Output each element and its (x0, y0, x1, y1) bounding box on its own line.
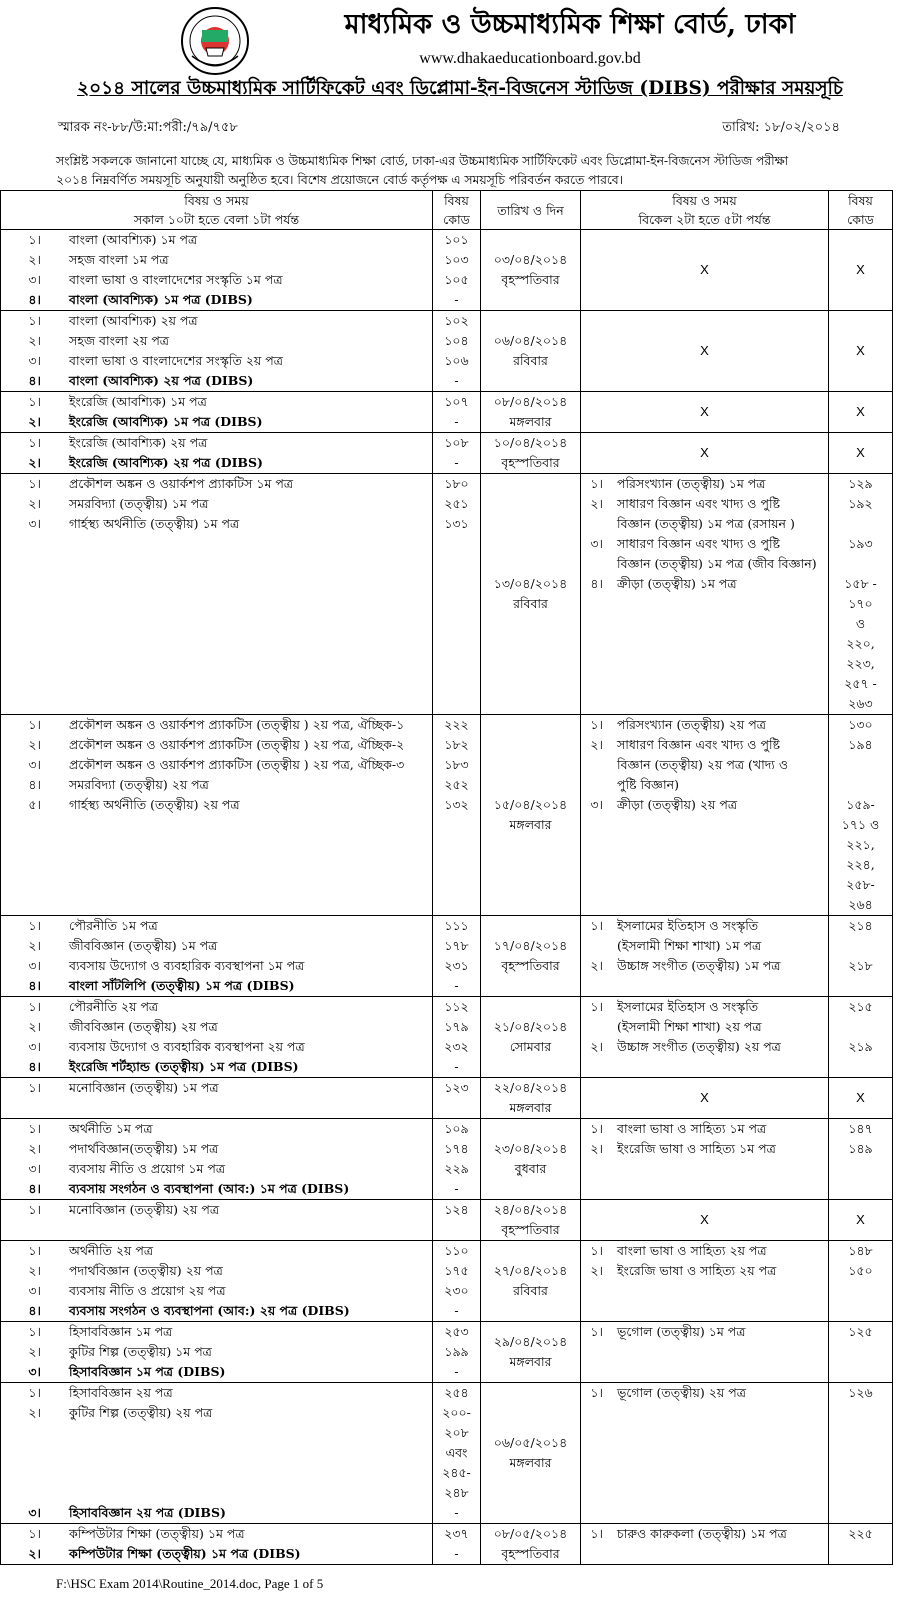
subject-line: ১। বাংলা ভাষা ও সাহিত্য ১ম পত্র (590, 1121, 767, 1136)
subject-code: ২২০, (846, 636, 875, 651)
subject-code: ২০৮ (444, 1425, 469, 1440)
subject-code: - (454, 1181, 459, 1196)
subject-code: ১৫০ (848, 1263, 873, 1278)
subject-line: ৪। ব্যবসায় সংগঠন ও ব্যবস্থাপনা (আব:) ২য় পত্র (DIBS) (28, 1303, 350, 1318)
subject-line: ৩। বাংলা ভাষা ও বাংলাদেশের সংস্কৃতি ১ম পত্র (28, 272, 283, 287)
exam-date: ০৮/০৪/২০১৪ মঙ্গলবার (481, 392, 581, 433)
afternoon-subjects: X (581, 230, 829, 311)
subject-code: ১৮২ (444, 737, 469, 752)
subject-line: ৩। ব্যবসায় উদ্যোগ ও ব্যবহারিক ব্যবস্থাপনা ২য় পত্র (28, 1039, 305, 1054)
subject-line: ২। উচ্চাঙ্গ সংগীত (তত্ত্বীয়) ১ম পত্র (590, 958, 781, 973)
subject-code: ১৮৩ (444, 757, 469, 772)
subject-line: ১। ভূগোল (তত্ত্বীয়) ২য় পত্র (590, 1385, 746, 1400)
subject-line: ১। চারুও কারুকলা (তত্ত্বীয়) ১ম পত্র (590, 1526, 787, 1541)
morning-codes (433, 392, 481, 433)
subject-code: ১৯৩ (848, 536, 873, 551)
issue-date: তারিখ: ১৮/০২/২০১৪ (722, 120, 840, 135)
afternoon-codes: X (829, 1078, 893, 1119)
subject-code: ১৭৪ (444, 1141, 469, 1156)
table-row (1, 311, 893, 392)
subject-code: ১৪৯ (848, 1141, 873, 1156)
exam-date: ০৮/০৫/২০১৪ বৃহস্পতিবার (481, 1524, 581, 1565)
subject-code: ২১৮ (848, 958, 873, 973)
afternoon-codes (829, 715, 893, 916)
subject-code: ২৫৮- (846, 877, 875, 892)
subject-line: (ইসলামী শিক্ষা শাখা) ১ম পত্র (617, 938, 762, 953)
subject-line (1, 1443, 432, 1463)
subject-code: - (454, 414, 459, 429)
subject-code: ১৭৫ (444, 1263, 469, 1278)
subject-code: ১০৮ (444, 435, 469, 450)
morning-subjects (1, 474, 433, 715)
table-row (1, 1200, 893, 1241)
subject-code: ২৩১ (444, 958, 469, 973)
exam-date: ২৭/০৪/২০১৪ রবিবার (481, 1241, 581, 1322)
afternoon-subjects (581, 1383, 829, 1524)
subject-code: ২৫৭ - (844, 676, 877, 691)
subject-line: ১। পৌরনীতি ১ম পত্র (28, 918, 158, 933)
subject-line: ৪। সমরবিদ্যা (তত্ত্বীয়) ২য় পত্র (28, 777, 209, 792)
subject-code: ২০০- (442, 1405, 471, 1420)
subject-line: ১। প্রকৌশল অঙ্কন ও ওয়ার্কশপ প্র্যাকটিস ১ম পত্র (28, 476, 294, 491)
subject-code: ২১৪ (848, 918, 873, 933)
subject-line: ১। ইসলামের ইতিহাস ও সংস্কৃতি (590, 918, 759, 933)
subject-code: ২৬৪ (848, 897, 873, 912)
subject-line: ৪। ব্যবসায় সংগঠন ও ব্যবস্থাপনা (আব:) ১ম পত্র (DIBS) (28, 1181, 350, 1196)
subject-code: - (454, 1303, 459, 1318)
morning-subjects (1, 433, 433, 474)
subject-line: ২। ইংরেজি ভাষা ও সাহিত্য ১ম পত্র (590, 1141, 776, 1156)
subject-code: ১০৫ (444, 272, 469, 287)
schedule-title: ২০১৪ সালের উচ্চমাধ্যমিক সার্টিফিকেট এবং ডিপ্লোমা-ইন-বিজনেস স্টাডিজ (DIBS) পরীক্ষার সময়সূচি (77, 78, 843, 99)
morning-codes (433, 1078, 481, 1119)
subject-code: ২৩২ (444, 1039, 469, 1054)
table-row (1, 1322, 893, 1383)
subject-line: ২। সহজ বাংলা ২য় পত্র (28, 333, 169, 348)
morning-codes (433, 1322, 481, 1383)
exam-date: ২৯/০৪/২০১৪ মঙ্গলবার (481, 1322, 581, 1383)
subject-line: ৩। প্রকৌশল অঙ্কন ও ওয়ার্কশপ প্র্যাকটিস (তত্ত্বীয় ) ২য় পত্র, ঐচ্ছিক-৩ (28, 757, 405, 772)
morning-codes (433, 715, 481, 916)
subject-code: ২৫৩ (444, 1324, 469, 1339)
table-row (1, 392, 893, 433)
subject-code: ২৩০ (444, 1283, 469, 1298)
subject-line: ১। ইংরেজি (আবশ্যিক) ২য় পত্র (28, 435, 208, 450)
exam-date: ১০/০৪/২০১৪ বৃহস্পতিবার (481, 433, 581, 474)
subject-line: বিজ্ঞান (তত্ত্বীয়) ১ম পত্র (রসায়ন ) (617, 516, 795, 531)
afternoon-subjects: X (581, 311, 829, 392)
subject-line: ৩। ক্রীড়া (তত্ত্বীয়) ২য় পত্র (590, 797, 737, 812)
subject-code: ১০৩ (444, 252, 469, 267)
subject-code: ১০১ (444, 232, 469, 247)
subject-line: ৪। বাংলা (আবশ্যিক) ১ম পত্র (DIBS) (28, 292, 253, 307)
subject-code: ১০৭ (444, 394, 469, 409)
afternoon-codes: X (829, 230, 893, 311)
subject-line: ১। কম্পিউটার শিক্ষা (তত্ত্বীয়) ১ম পত্র (28, 1526, 245, 1541)
subject-code: ২২৯ (444, 1161, 469, 1176)
subject-line: ৪। ইংরেজি শর্টহ্যান্ড (তত্ত্বীয়) ১ম পত্র (DIBS) (28, 1059, 299, 1074)
subject-code: - (454, 1059, 459, 1074)
table-row (1, 1241, 893, 1322)
morning-subjects (1, 1524, 433, 1565)
afternoon-subjects (581, 1524, 829, 1565)
subject-code: ১০২ (444, 313, 469, 328)
subject-code: ১৪৮ (848, 1243, 873, 1258)
morning-codes (433, 1241, 481, 1322)
subject-line: ২। কুটির শিল্প (তত্ত্বীয়) ১ম পত্র (28, 1344, 212, 1359)
subject-line: ৩। ব্যবসায় নীতি ও প্রয়োগ ১ম পত্র (28, 1161, 226, 1176)
table-header-row (1, 191, 893, 230)
subject-line: ১। বাংলা (আবশ্যিক) ১ম পত্র (28, 232, 198, 247)
morning-subjects (1, 997, 433, 1078)
morning-codes (433, 1119, 481, 1200)
subject-code: ২৫২ (444, 777, 469, 792)
morning-codes (433, 1383, 481, 1524)
exam-date: ০৬/০৪/২০১৪ রবিবার (481, 311, 581, 392)
subject-code: ২৩৭ (444, 1526, 469, 1541)
date-header: তারিখ ও দিন (481, 191, 581, 230)
afternoon-subjects (581, 1241, 829, 1322)
afternoon-header: বিষয় ও সময় বিকেল ২টা হতে ৫টা পর্যন্ত (581, 191, 829, 230)
table-row (1, 474, 893, 715)
subject-code: ১৮০ (444, 476, 469, 491)
morning-codes (433, 474, 481, 715)
morning-subjects (1, 1383, 433, 1524)
exam-date: ২৩/০৪/২০১৪ বুধবার (481, 1119, 581, 1200)
subject-code: ১২৬ (848, 1385, 873, 1400)
morning-subjects (1, 916, 433, 997)
afternoon-codes: X (829, 392, 893, 433)
subject-line: ২। সাধারণ বিজ্ঞান এবং খাদ্য ও পুষ্টি (590, 737, 781, 752)
table-row (1, 230, 893, 311)
code-header: বিষয় কোড (433, 191, 481, 230)
afternoon-subjects: X (581, 1200, 829, 1241)
subject-line (1, 1423, 432, 1443)
table-row (1, 1383, 893, 1524)
subject-line: ২। উচ্চাঙ্গ সংগীত (তত্ত্বীয়) ২য় পত্র (590, 1039, 781, 1054)
subject-line: ৩। হিসাববিজ্ঞান ২য় পত্র (DIBS) (28, 1505, 226, 1520)
subject-code: ১৩২ (444, 797, 469, 812)
afternoon-subjects (581, 997, 829, 1078)
subject-code: - (454, 978, 459, 993)
exam-date: ০৩/০৪/২০১৪ বৃহস্পতিবার (481, 230, 581, 311)
footer-path: F:\HSC Exam 2014\Routine_2014.doc, Page 1 of 5 (56, 1576, 324, 1591)
afternoon-subjects (581, 715, 829, 916)
exam-date: ২৪/০৪/২০১৪ বৃহস্পতিবার (481, 1200, 581, 1241)
subject-line: বিজ্ঞান (তত্ত্বীয়) ১ম পত্র (জীব বিজ্ঞান) (617, 556, 817, 571)
afternoon-codes (829, 1241, 893, 1322)
morning-subjects (1, 311, 433, 392)
afternoon-subjects: X (581, 433, 829, 474)
subject-code: ২২৫ (848, 1526, 873, 1541)
afternoon-codes (829, 1524, 893, 1565)
subject-code: ১৯৯ (444, 1344, 469, 1359)
afternoon-subjects (581, 1322, 829, 1383)
subject-line: ১। ইংরেজি (আবশ্যিক) ১ম পত্র (28, 394, 207, 409)
table-row (1, 997, 893, 1078)
exam-date: ১৭/০৪/২০১৪ বৃহস্পতিবার (481, 916, 581, 997)
subject-line: ১। পরিসংখ্যান (তত্ত্বীয়) ২য় পত্র (590, 717, 766, 732)
notice-text: সংশ্লিষ্ট সকলকে জানানো যাচ্ছে যে, মাধ্যমিক ও উচ্চমাধ্যমিক শিক্ষা বোর্ড, ঢাকা-এর উচ্চমাধ্যমিক সার্টিফিকেট এবং ডিপ্লোমা-ইন-বিজনেস স্টাডিজ পরীক্ষা ২০১৪ নিম্নবর্ণিত সময়সূচি অনুযায়ী অনুষ্ঠিত হবে। বিশেষ প্রয়োজনে বোর্ড কর্তৃপক্ষ এ সময়সূচি পরিবর্তন করতে পারবে। (56, 154, 789, 187)
afternoon-codes (829, 916, 893, 997)
afternoon-subjects: X (581, 392, 829, 433)
subject-line: ১। হিসাববিজ্ঞান ১ম পত্র (28, 1324, 173, 1339)
subject-line: ২। পদার্থবিজ্ঞান (তত্ত্বীয়) ২য় পত্র (28, 1263, 223, 1278)
subject-code: ১১২ (444, 999, 469, 1014)
subject-code: ও (855, 616, 866, 631)
subject-line: ২। ইংরেজি (আবশ্যিক) ১ম পত্র (DIBS) (28, 414, 263, 429)
subject-line: ২। জীববিজ্ঞান (তত্ত্বীয়) ২য় পত্র (28, 1019, 218, 1034)
afternoon-codes (829, 1322, 893, 1383)
subject-code: ২৫১ (444, 496, 469, 511)
subject-line: ১। ইসলামের ইতিহাস ও সংস্কৃতি (590, 999, 759, 1014)
afternoon-codes: X (829, 433, 893, 474)
subject-code (829, 775, 892, 795)
exam-date: ১৫/০৪/২০১৪ মঙ্গলবার (481, 715, 581, 916)
subject-code: ১৫৮ - (844, 576, 877, 591)
afternoon-subjects (581, 474, 829, 715)
table-row (1, 1078, 893, 1119)
subject-line: ১। বাংলা (আবশ্যিক) ২য় পত্র (28, 313, 198, 328)
morning-codes (433, 311, 481, 392)
subject-line: ১। হিসাববিজ্ঞান ২য় পত্র (28, 1385, 173, 1400)
subject-code: ১৭১ ও (841, 817, 880, 832)
subject-code: ২২২ (444, 717, 469, 732)
subject-code: ২৪৫- (442, 1465, 471, 1480)
subject-line: ৩। বাংলা ভাষা ও বাংলাদেশের সংস্কৃতি ২য় পত্র (28, 353, 283, 368)
subject-line: ১। পরিসংখ্যান (তত্ত্বীয়) ১ম পত্র (590, 476, 766, 491)
subject-line: ২। ইংরেজি (আবশ্যিক) ২য় পত্র (DIBS) (28, 455, 263, 470)
table-row (1, 1524, 893, 1565)
subject-code: - (454, 1505, 459, 1520)
subject-code (829, 755, 892, 775)
subject-line: ৪। বাংলা সাঁটলিপি (তত্ত্বীয়) ১ম পত্র (DIBS) (28, 978, 295, 993)
afternoon-codes (829, 1119, 893, 1200)
exam-schedule-table (0, 190, 893, 1565)
memo-number: স্মারক নং-৮৮/উ:মা:পরী:/৭৯/৭৫৮ (58, 120, 238, 135)
morning-header: বিষয় ও সময় সকাল ১০টা হতে বেলা ১টা পর্যন্ত (1, 191, 433, 230)
subject-line: বিজ্ঞান (তত্ত্বীয়) ২য় পত্র (খাদ্য ও (617, 757, 789, 772)
morning-codes (433, 1200, 481, 1241)
subject-line: ২। পদার্থবিজ্ঞান(তত্ত্বীয়) ১ম পত্র (28, 1141, 219, 1156)
subject-line: ২। জীববিজ্ঞান (তত্ত্বীয়) ১ম পত্র (28, 938, 218, 953)
subject-line: ১। মনোবিজ্ঞান (তত্ত্বীয়) ২য় পত্র (28, 1202, 220, 1217)
subject-code: ১৯৪ (848, 737, 873, 752)
subject-code (829, 514, 892, 534)
subject-code: ১১০ (444, 1243, 469, 1258)
subject-code: ২২৪, (846, 857, 875, 872)
subject-code: ১২৫ (848, 1324, 873, 1339)
subject-code (829, 1017, 892, 1037)
exam-date: ২২/০৪/২০১৪ মঙ্গলবার (481, 1078, 581, 1119)
subject-code: - (454, 1546, 459, 1561)
table-row (1, 433, 893, 474)
subject-code: ২১৫ (848, 999, 873, 1014)
subject-line: ১। অর্থনীতি ২য় পত্র (28, 1243, 154, 1258)
subject-code: ২২১, (846, 837, 875, 852)
morning-subjects (1, 392, 433, 433)
subject-code: এবং (445, 1445, 468, 1460)
subject-line: ১। অর্থনীতি ১ম পত্র (28, 1121, 153, 1136)
subject-line (1, 1463, 432, 1483)
table-row (1, 916, 893, 997)
subject-code: ২৫৪ (444, 1385, 469, 1400)
subject-code: ১০৪ (444, 333, 469, 348)
subject-line: ২। ইংরেজি ভাষা ও সাহিত্য ২য় পত্র (590, 1263, 777, 1278)
afternoon-subjects (581, 1119, 829, 1200)
subject-line: ২। সহজ বাংলা ১ম পত্র (28, 252, 169, 267)
morning-subjects (1, 715, 433, 916)
subject-line: পুষ্টি বিজ্ঞান) (617, 777, 679, 792)
subject-line: (ইসলামী শিক্ষা শাখা) ২য় পত্র (617, 1019, 762, 1034)
website-url: www.dhakaeducationboard.gov.bd (419, 50, 641, 67)
subject-line: ৪। ক্রীড়া (তত্ত্বীয়) ১ম পত্র (590, 576, 737, 591)
afternoon-subjects (581, 916, 829, 997)
subject-line: ১। প্রকৌশল অঙ্কন ও ওয়ার্কশপ প্র্যাকটিস (তত্ত্বীয় ) ২য় পত্র, ঐচ্ছিক-১ (28, 717, 405, 732)
subject-code: - (454, 1364, 459, 1379)
subject-line: ১। পৌরনীতি ২য় পত্র (28, 999, 159, 1014)
subject-code: ১২৪ (444, 1202, 469, 1217)
subject-code: ১৯২ (848, 496, 873, 511)
table-row (1, 1119, 893, 1200)
subject-line: ৩। ব্যবসায় উদ্যোগ ও ব্যবহারিক ব্যবস্থাপনা ১ম পত্র (28, 958, 305, 973)
morning-subjects (1, 230, 433, 311)
morning-codes (433, 916, 481, 997)
exam-date: ১৩/০৪/২০১৪ রবিবার (481, 474, 581, 715)
morning-subjects (1, 1241, 433, 1322)
subject-code: ১৭৮ (444, 938, 469, 953)
subject-code: ১৩১ (444, 516, 469, 531)
subject-code: ১৫৯- (846, 797, 875, 812)
afternoon-subjects: X (581, 1078, 829, 1119)
afternoon-codes: X (829, 1200, 893, 1241)
subject-code: ১৩০ (848, 717, 873, 732)
subject-code: - (454, 455, 459, 470)
subject-line: ২। কম্পিউটার শিক্ষা (তত্ত্বীয়) ১ম পত্র (DIBS) (28, 1546, 301, 1561)
subject-code: ১০৬ (444, 353, 469, 368)
subject-line: ২। কুটির শিল্প (তত্ত্বীয়) ২য় পত্র (28, 1405, 213, 1420)
morning-codes (433, 433, 481, 474)
subject-code: - (454, 373, 459, 388)
subject-line: ৩। হিসাববিজ্ঞান ১ম পত্র (DIBS) (28, 1364, 226, 1379)
morning-subjects (1, 1119, 433, 1200)
table-row (1, 715, 893, 916)
morning-subjects (1, 1078, 433, 1119)
subject-line: ৩। গার্হস্থ্য অর্থনীতি (তত্ত্বীয়) ১ম পত্র (28, 516, 240, 531)
subject-line: ৩। সাধারণ বিজ্ঞান এবং খাদ্য ও পুষ্টি (590, 536, 781, 551)
subject-code: ১৭৯ (444, 1019, 469, 1034)
subject-line (1, 1483, 432, 1503)
morning-subjects (1, 1200, 433, 1241)
page-header (0, 0, 902, 108)
subject-code: ১২৯ (848, 476, 873, 491)
subject-code: ১২৩ (444, 1080, 469, 1095)
subject-code: ২১৯ (848, 1039, 873, 1054)
subject-code: ২৬৩ (848, 696, 873, 711)
subject-line: ৪। বাংলা (আবশ্যিক) ২য় পত্র (DIBS) (28, 373, 254, 388)
afternoon-codes: X (829, 311, 893, 392)
subject-line: ১। ভূগোল (তত্ত্বীয়) ১ম পত্র (590, 1324, 746, 1339)
subject-code: ১৪৭ (848, 1121, 873, 1136)
subject-code: ২৪৮ (444, 1485, 469, 1500)
afternoon-codes (829, 1383, 893, 1524)
exam-date: ০৬/০৫/২০১৪ মঙ্গলবার (481, 1383, 581, 1524)
subject-code: ১১১ (444, 918, 469, 933)
subject-line: ২। সাধারণ বিজ্ঞান এবং খাদ্য ও পুষ্টি (590, 496, 781, 511)
morning-codes (433, 230, 481, 311)
morning-subjects (1, 1322, 433, 1383)
afternoon-codes (829, 474, 893, 715)
subject-code (829, 554, 892, 574)
subject-line: ১। মনোবিজ্ঞান (তত্ত্বীয়) ১ম পত্র (28, 1080, 219, 1095)
subject-code: ১৭০ (848, 596, 873, 611)
afternoon-codes (829, 997, 893, 1078)
exam-date: ২১/০৪/২০১৪ সোমবার (481, 997, 581, 1078)
board-logo-icon (180, 6, 250, 76)
morning-codes (433, 997, 481, 1078)
afternoon-code-header: বিষয় কোড (829, 191, 893, 230)
subject-line: ৩। ব্যবসায় নীতি ও প্রয়োগ ২য় পত্র (28, 1283, 226, 1298)
subject-line: ২। সমরবিদ্যা (তত্ত্বীয়) ১ম পত্র (28, 496, 209, 511)
subject-code: ২২৩, (846, 656, 875, 671)
subject-line: ২। প্রকৌশল অঙ্কন ও ওয়ার্কশপ প্র্যাকটিস (তত্ত্বীয় ) ২য় পত্র, ঐচ্ছিক-২ (28, 737, 405, 752)
board-title: মাধ্যমিক ও উচ্চমাধ্যমিক শিক্ষা বোর্ড, ঢাকা (344, 9, 796, 40)
subject-code: - (454, 292, 459, 307)
morning-codes (433, 1524, 481, 1565)
subject-line: ৫। গার্হস্থ্য অর্থনীতি (তত্ত্বীয়) ২য় পত্র (28, 797, 240, 812)
subject-code (829, 936, 892, 956)
subject-line: ১। বাংলা ভাষা ও সাহিত্য ২য় পত্র (590, 1243, 767, 1258)
subject-code: ১০৯ (444, 1121, 469, 1136)
